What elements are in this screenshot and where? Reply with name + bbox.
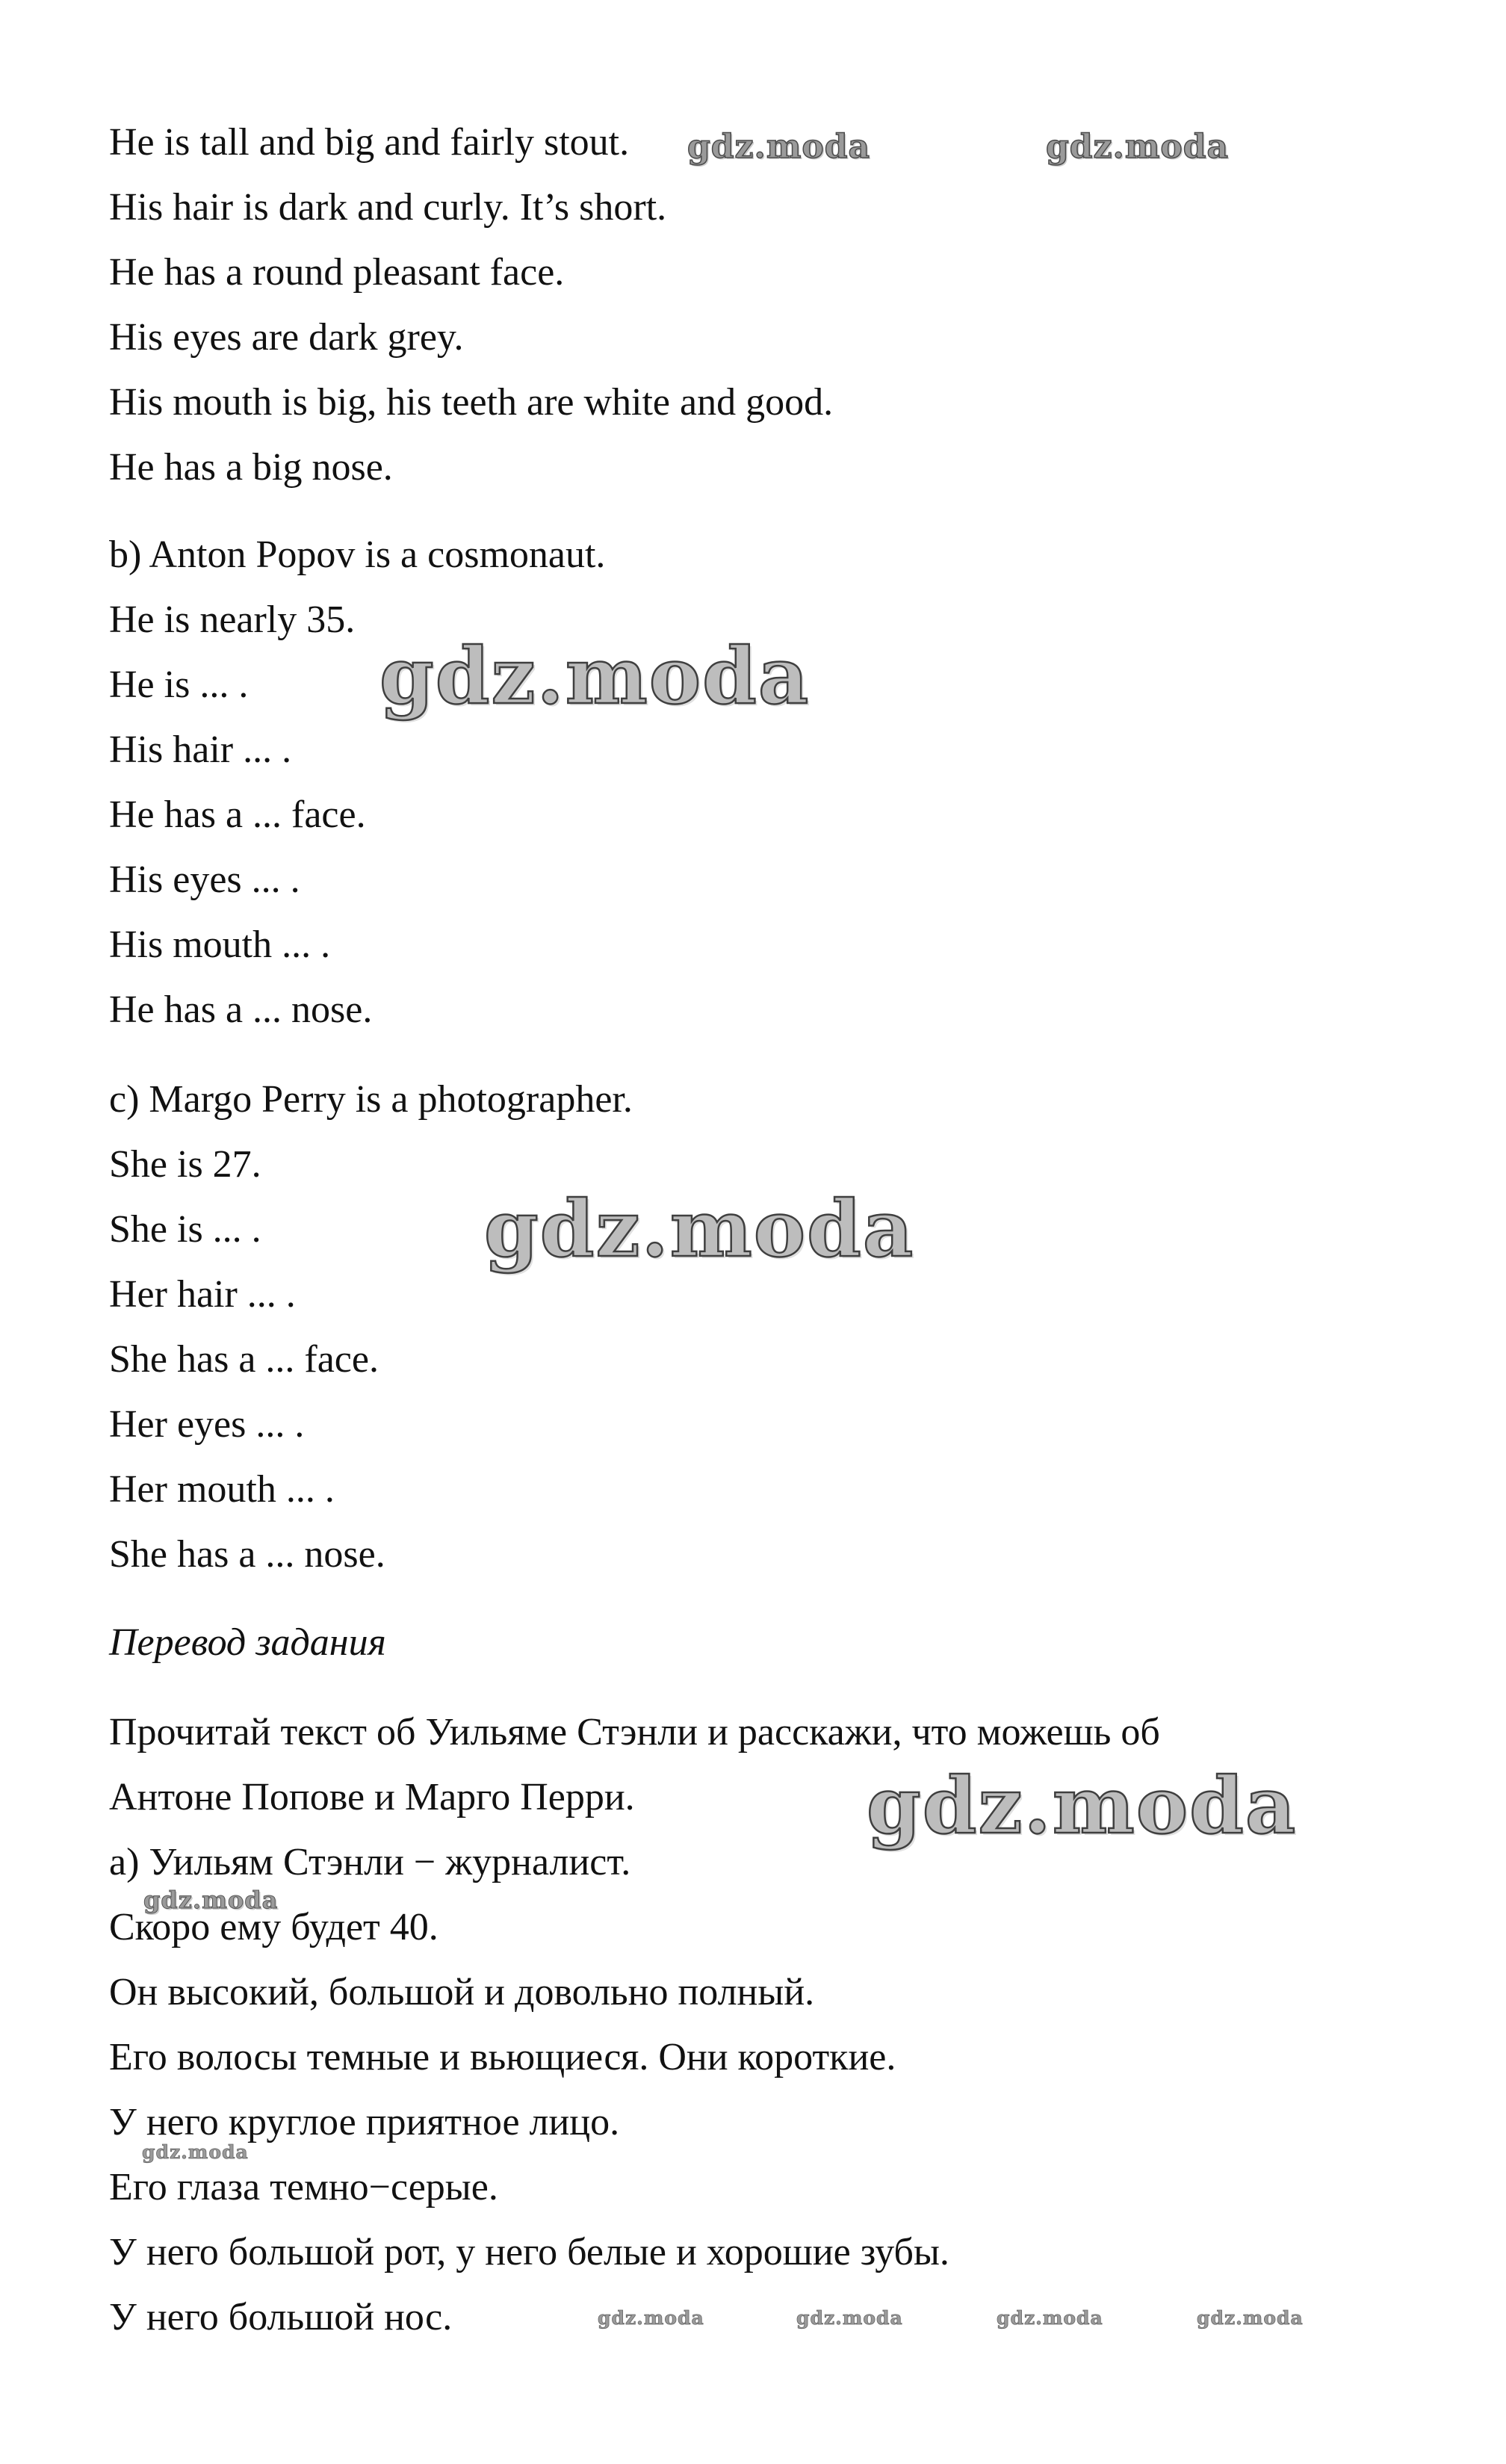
- watermark: gdz.moda: [142, 2141, 249, 2163]
- text-line: He has a ... face.: [109, 793, 366, 836]
- text-line: Скоро ему будет 40.: [109, 1906, 439, 1948]
- section-b-heading: b) Anton Popov is a cosmonaut.: [109, 533, 606, 576]
- text-line: Her hair ... .: [109, 1273, 296, 1316]
- text-line: He is tall and big and fairly stout.: [109, 121, 630, 164]
- text-line: She has a ... face.: [109, 1338, 379, 1381]
- watermark: gdz.moda: [997, 2307, 1103, 2329]
- text-line: He is ... .: [109, 663, 249, 706]
- text-line: His hair is dark and curly. It’s short.: [109, 186, 667, 229]
- section-c-heading: c) Margo Perry is a photographer.: [109, 1078, 633, 1121]
- text-line: She has a ... nose.: [109, 1533, 385, 1576]
- text-line: His mouth ... .: [109, 923, 331, 966]
- text-line: Его волосы темные и вьющиеся. Они короткие.: [109, 2036, 896, 2078]
- text-line: His mouth is big, his teeth are white and good.: [109, 381, 834, 424]
- watermark: gdz.moda: [867, 1759, 1298, 1851]
- text-line: He has a round pleasant face.: [109, 251, 565, 294]
- text-line: У него большой нос.: [109, 2296, 453, 2338]
- watermark: gdz.moda: [379, 630, 811, 722]
- text-line: У него большой рот, у него белые и хорошие зубы.: [109, 2231, 949, 2273]
- text-line: Его глаза темно−серые.: [109, 2166, 498, 2208]
- watermark: gdz.moda: [598, 2307, 704, 2329]
- text-line: She is 27.: [109, 1143, 261, 1186]
- text-line: Антоне Попове и Марго Перри.: [109, 1776, 635, 1818]
- watermark: gdz.moda: [143, 1886, 279, 1914]
- watermark: gdz.moda: [1197, 2307, 1304, 2329]
- watermark: gdz.moda: [1046, 128, 1230, 166]
- text-line: He has a big nose.: [109, 446, 393, 489]
- text-line: She is ... .: [109, 1208, 261, 1251]
- text-line: Her mouth ... .: [109, 1468, 335, 1511]
- text-line: His eyes ... .: [109, 858, 300, 901]
- text-line: Her eyes ... .: [109, 1403, 305, 1446]
- text-line: His eyes are dark grey.: [109, 316, 464, 359]
- text-line: He is nearly 35.: [109, 598, 356, 641]
- watermark: gdz.moda: [796, 2307, 903, 2329]
- translation-heading: Перевод задания: [109, 1621, 386, 1664]
- watermark: gdz.moda: [687, 128, 871, 166]
- text-line: Прочитай текст об Уильяме Стэнли и расскажи, что можешь об: [109, 1711, 1160, 1753]
- text-line: a) Уильям Стэнли − журналист.: [109, 1841, 631, 1883]
- watermark: gdz.moda: [484, 1183, 915, 1275]
- text-line: He has a ... nose.: [109, 988, 373, 1031]
- text-line: His hair ... .: [109, 728, 292, 771]
- text-line: У него круглое приятное лицо.: [109, 2101, 620, 2143]
- text-line: Он высокий, большой и довольно полный.: [109, 1971, 815, 2013]
